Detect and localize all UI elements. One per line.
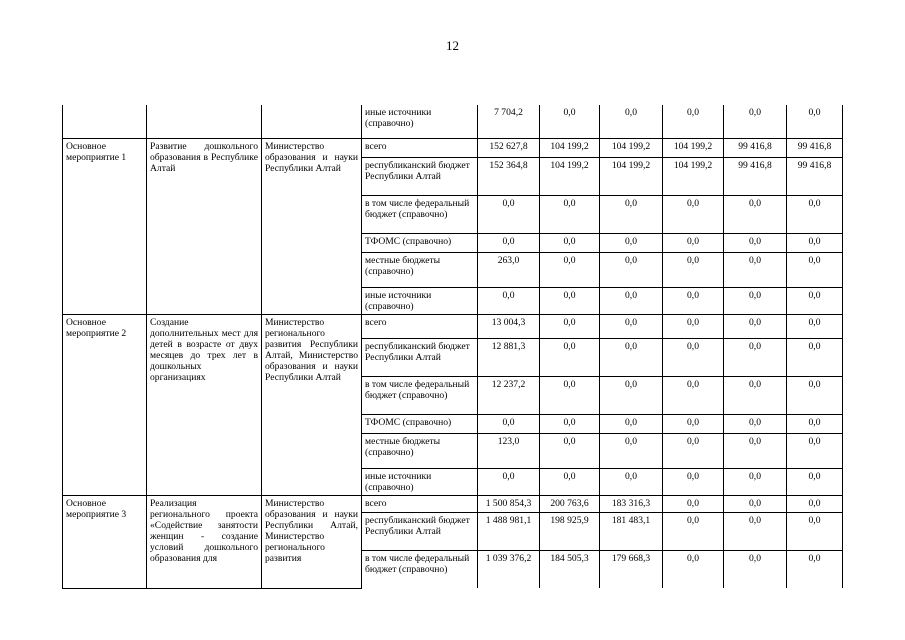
amount-cell	[663, 376, 724, 414]
cell-text: 0,0	[625, 235, 637, 247]
cell-text: в том числе федеральный бюджет (справочно)	[365, 378, 470, 401]
funding-source-cell	[362, 338, 478, 376]
amount-cell	[724, 195, 787, 233]
cell-text: 0,0	[687, 378, 699, 390]
amount-cell	[478, 195, 540, 233]
executor-cell	[262, 314, 362, 495]
cell-text: 0,0	[502, 235, 515, 247]
cell-text: республиканский бюджет Республики Алтай	[365, 340, 470, 363]
cell-text: 184 505,3	[550, 552, 589, 564]
cell-text: в том числе федеральный бюджет (справочно)	[365, 552, 470, 575]
amount-cell	[478, 157, 540, 195]
cell-text: 198 925,9	[550, 514, 589, 526]
cell-text: 104 199,2	[611, 140, 651, 152]
cell-text: 104 199,2	[673, 159, 713, 171]
event-name-cell	[63, 314, 147, 495]
cell-text: иные источники (справочно)	[365, 470, 432, 493]
amount-cell	[600, 195, 663, 233]
amount-cell	[663, 338, 724, 376]
cell-text: 0,0	[625, 378, 637, 390]
cell-text: Министерство образования и науки Республики Алтай, Министерство регионального развития	[265, 497, 358, 564]
amount-cell	[663, 550, 724, 588]
cell-text: 152 364,8	[489, 159, 528, 171]
amount-cell	[600, 287, 663, 314]
amount-cell	[478, 550, 540, 588]
cell-text: 0,0	[749, 470, 761, 482]
table-row	[63, 495, 843, 512]
funding-source-cell	[362, 138, 478, 157]
amount-cell	[787, 376, 843, 414]
amount-cell	[600, 376, 663, 414]
table-row	[63, 314, 843, 338]
amount-cell	[724, 233, 787, 252]
amount-cell	[787, 414, 843, 433]
amount-cell	[787, 233, 843, 252]
cell-text: 0,0	[502, 416, 515, 428]
cell-text: местные бюджеты (справочно)	[365, 254, 441, 277]
cell-text: Создание дополнительных мест для детей в возрасте от двух месяцев до трех лет в дошкольных организациях	[150, 316, 258, 383]
cell-text: 99 416,8	[797, 159, 832, 171]
cell-text: 0,0	[749, 289, 761, 301]
cell-text: 0,0	[687, 289, 699, 301]
cell-text: 0,0	[563, 340, 576, 352]
amount-cell	[540, 195, 600, 233]
funding-source-cell	[362, 157, 478, 195]
amount-cell	[663, 314, 724, 338]
amount-cell	[478, 105, 540, 138]
cell-text: 0,0	[625, 470, 637, 482]
amount-cell	[787, 105, 843, 138]
cell-text: 0,0	[625, 435, 637, 447]
cell-text: 0,0	[687, 340, 699, 352]
amount-cell	[600, 338, 663, 376]
amount-cell	[540, 252, 600, 287]
amount-cell	[724, 338, 787, 376]
event-description-cell	[147, 105, 262, 138]
cell-text: 12 881,3	[491, 340, 526, 352]
amount-cell	[724, 157, 787, 195]
cell-text: 0,0	[808, 289, 821, 301]
cell-text: Министерство образования и науки Республики Алтай	[265, 140, 358, 174]
funding-source-cell	[362, 195, 478, 233]
executor-cell	[262, 138, 362, 314]
amount-cell	[540, 157, 600, 195]
cell-text: 0,0	[687, 552, 699, 564]
cell-text: 0,0	[502, 470, 515, 482]
amount-cell	[478, 138, 540, 157]
funding-source-cell	[362, 252, 478, 287]
cell-text: 0,0	[749, 340, 761, 352]
cell-text: 99 416,8	[797, 140, 832, 152]
cell-text: 0,0	[563, 197, 576, 209]
cell-text: 0,0	[808, 197, 821, 209]
cell-text: 200 763,6	[550, 497, 589, 509]
cell-text: Основное мероприятие 2	[66, 316, 127, 339]
amount-cell	[478, 233, 540, 252]
cell-text: 0,0	[563, 289, 576, 301]
amount-cell	[600, 468, 663, 495]
cell-text: 0,0	[749, 254, 761, 266]
amount-cell	[540, 233, 600, 252]
amount-cell	[724, 433, 787, 468]
cell-text: 0,0	[808, 340, 821, 352]
cell-text: местные бюджеты (справочно)	[365, 435, 441, 458]
amount-cell	[600, 252, 663, 287]
amount-cell	[600, 157, 663, 195]
cell-text: 104 199,2	[550, 159, 589, 171]
budget-table	[62, 105, 843, 589]
cell-text: 0,0	[749, 107, 761, 118]
cell-text: всего	[365, 497, 387, 509]
cell-text: 1 500 854,3	[485, 497, 532, 509]
amount-cell	[540, 314, 600, 338]
amount-cell	[540, 550, 600, 588]
amount-cell	[478, 314, 540, 338]
executor-cell	[262, 105, 362, 138]
amount-cell	[540, 495, 600, 512]
amount-cell	[478, 252, 540, 287]
cell-text: 0,0	[749, 514, 761, 526]
table-row	[63, 138, 843, 157]
cell-text: ТФОМС (справочно)	[365, 235, 452, 247]
funding-source-cell	[362, 105, 478, 138]
amount-cell	[540, 138, 600, 157]
amount-cell	[663, 495, 724, 512]
amount-cell	[478, 414, 540, 433]
cell-text: 0,0	[625, 316, 637, 328]
amount-cell	[724, 252, 787, 287]
amount-cell	[724, 550, 787, 588]
cell-text: 99 416,8	[738, 159, 772, 171]
amount-cell	[478, 376, 540, 414]
cell-text: 0,0	[749, 197, 761, 209]
amount-cell	[478, 338, 540, 376]
cell-text: 0,0	[563, 235, 576, 247]
event-description-cell	[147, 495, 262, 588]
cell-text: 0,0	[749, 378, 761, 390]
amount-cell	[787, 314, 843, 338]
cell-text: 7 704,2	[494, 107, 523, 118]
amount-cell	[663, 233, 724, 252]
amount-cell	[787, 433, 843, 468]
amount-cell	[787, 495, 843, 512]
amount-cell	[540, 105, 600, 138]
amount-cell	[787, 468, 843, 495]
cell-text: 263,0	[497, 254, 520, 266]
event-description-cell	[147, 138, 262, 314]
amount-cell	[540, 287, 600, 314]
cell-text: 0,0	[808, 435, 821, 447]
funding-source-cell	[362, 376, 478, 414]
cell-text: 0,0	[808, 416, 821, 428]
cell-text: в том числе федеральный бюджет (справочно)	[365, 197, 470, 220]
cell-text: республиканский бюджет Республики Алтай	[365, 159, 470, 182]
amount-cell	[724, 468, 787, 495]
cell-text: 0,0	[625, 289, 637, 301]
amount-cell	[478, 512, 540, 550]
amount-cell	[600, 433, 663, 468]
cell-text: 0,0	[749, 552, 761, 564]
amount-cell	[663, 252, 724, 287]
amount-cell	[478, 287, 540, 314]
amount-cell	[663, 195, 724, 233]
amount-cell	[540, 433, 600, 468]
amount-cell	[663, 105, 724, 138]
amount-cell	[600, 233, 663, 252]
amount-cell	[600, 550, 663, 588]
amount-cell	[663, 138, 724, 157]
cell-text: 0,0	[502, 289, 515, 301]
cell-text: 0,0	[749, 316, 761, 328]
amount-cell	[663, 433, 724, 468]
cell-text: 0,0	[687, 416, 699, 428]
cell-text: 0,0	[563, 435, 576, 447]
cell-text: 0,0	[687, 514, 699, 526]
cell-text: иные источники (справочно)	[365, 289, 432, 312]
funding-source-cell	[362, 433, 478, 468]
funding-source-cell	[362, 314, 478, 338]
cell-text: 152 627,8	[489, 140, 528, 152]
amount-cell	[724, 105, 787, 138]
cell-text: республиканский бюджет Республики Алтай	[365, 514, 470, 537]
amount-cell	[724, 376, 787, 414]
amount-cell	[724, 138, 787, 157]
cell-text: Основное мероприятие 3	[66, 497, 127, 520]
event-name-cell	[63, 495, 147, 588]
amount-cell	[600, 105, 663, 138]
cell-text: 0,0	[808, 497, 821, 509]
event-description-cell	[147, 314, 262, 495]
amount-cell	[663, 157, 724, 195]
cell-text: Основное мероприятие 1	[66, 140, 127, 163]
cell-text: 0,0	[687, 316, 699, 328]
cell-text: 0,0	[563, 254, 576, 266]
amount-cell	[600, 414, 663, 433]
cell-text: 0,0	[808, 514, 821, 526]
cell-text: 1 488 981,1	[485, 514, 532, 526]
amount-cell	[663, 468, 724, 495]
cell-text: 0,0	[749, 235, 761, 247]
amount-cell	[600, 314, 663, 338]
event-name-cell	[63, 138, 147, 314]
amount-cell	[600, 138, 663, 157]
cell-text: 104 199,2	[673, 140, 713, 152]
funding-source-cell	[362, 495, 478, 512]
amount-cell	[724, 495, 787, 512]
cell-text: 104 199,2	[550, 140, 589, 152]
funding-source-cell	[362, 550, 478, 588]
cell-text: 0,0	[687, 470, 699, 482]
amount-cell	[787, 157, 843, 195]
cell-text: Реализация регионального проекта «Содействие занятости женщин - создание условий дошкольного образования для	[150, 497, 258, 564]
cell-text: 0,0	[749, 497, 761, 509]
cell-text: 0,0	[749, 416, 761, 428]
amount-cell	[478, 495, 540, 512]
amount-cell	[724, 414, 787, 433]
cell-text: 99 416,8	[738, 140, 772, 152]
page-number: 12	[446, 38, 459, 53]
cell-text: 0,0	[625, 254, 637, 266]
cell-text: 0,0	[808, 107, 821, 118]
cell-text: 104 199,2	[611, 159, 651, 171]
cell-text: 0,0	[808, 378, 821, 390]
cell-text: 0,0	[808, 235, 821, 247]
cell-text: 0,0	[625, 340, 637, 352]
cell-text: 0,0	[687, 197, 699, 209]
amount-cell	[600, 495, 663, 512]
cell-text: 123,0	[497, 435, 520, 447]
funding-source-cell	[362, 414, 478, 433]
cell-text: 0,0	[808, 254, 821, 266]
amount-cell	[724, 314, 787, 338]
amount-cell	[787, 287, 843, 314]
cell-text: 0,0	[808, 470, 821, 482]
cell-text: 13 004,3	[491, 316, 526, 328]
cell-text: 0,0	[749, 435, 761, 447]
amount-cell	[663, 287, 724, 314]
cell-text: 0,0	[563, 378, 576, 390]
cell-text: 0,0	[687, 435, 699, 447]
cell-text: 0,0	[563, 416, 576, 428]
cell-text: иные источники (справочно)	[365, 107, 432, 129]
amount-cell	[478, 433, 540, 468]
amount-cell	[724, 287, 787, 314]
cell-text: ТФОМС (справочно)	[365, 416, 452, 428]
cell-text: 0,0	[687, 235, 699, 247]
amount-cell	[478, 468, 540, 495]
amount-cell	[600, 512, 663, 550]
amount-cell	[787, 138, 843, 157]
amount-cell	[540, 468, 600, 495]
amount-cell	[540, 376, 600, 414]
cell-text: Министерство регионального развития Республики Алтай, Министерство образования и науки Республики Алтай	[265, 316, 358, 383]
amount-cell	[663, 414, 724, 433]
amount-cell	[540, 414, 600, 433]
cell-text: 0,0	[687, 107, 699, 118]
amount-cell	[724, 512, 787, 550]
amount-cell	[787, 338, 843, 376]
event-name-cell	[63, 105, 147, 138]
amount-cell	[540, 512, 600, 550]
cell-text: 0,0	[563, 470, 576, 482]
amount-cell	[787, 195, 843, 233]
amount-cell	[787, 252, 843, 287]
funding-source-cell	[362, 233, 478, 252]
cell-text: Развитие дошкольного образования в Республике Алтай	[150, 140, 258, 174]
amount-cell	[540, 338, 600, 376]
cell-text: 0,0	[625, 197, 637, 209]
cell-text: 1 039 376,2	[485, 552, 532, 564]
cell-text: 0,0	[808, 552, 821, 564]
cell-text: 0,0	[687, 254, 699, 266]
cell-text: 0,0	[625, 107, 637, 118]
table-row	[63, 105, 843, 138]
amount-cell	[663, 512, 724, 550]
funding-source-cell	[362, 287, 478, 314]
executor-cell	[262, 495, 362, 588]
cell-text: 183 316,3	[611, 497, 651, 509]
cell-text: 0,0	[563, 107, 576, 118]
cell-text: 0,0	[502, 197, 515, 209]
amount-cell	[787, 550, 843, 588]
cell-text: 181 483,1	[611, 514, 651, 526]
funding-source-cell	[362, 512, 478, 550]
cell-text: 12 237,2	[491, 378, 526, 390]
cell-text: 0,0	[625, 416, 637, 428]
amount-cell	[787, 512, 843, 550]
cell-text: всего	[365, 140, 387, 152]
cell-text: 0,0	[808, 316, 821, 328]
cell-text: 0,0	[563, 316, 576, 328]
cell-text: 0,0	[687, 497, 699, 509]
funding-source-cell	[362, 468, 478, 495]
cell-text: всего	[365, 316, 387, 328]
cell-text: 179 668,3	[611, 552, 651, 564]
